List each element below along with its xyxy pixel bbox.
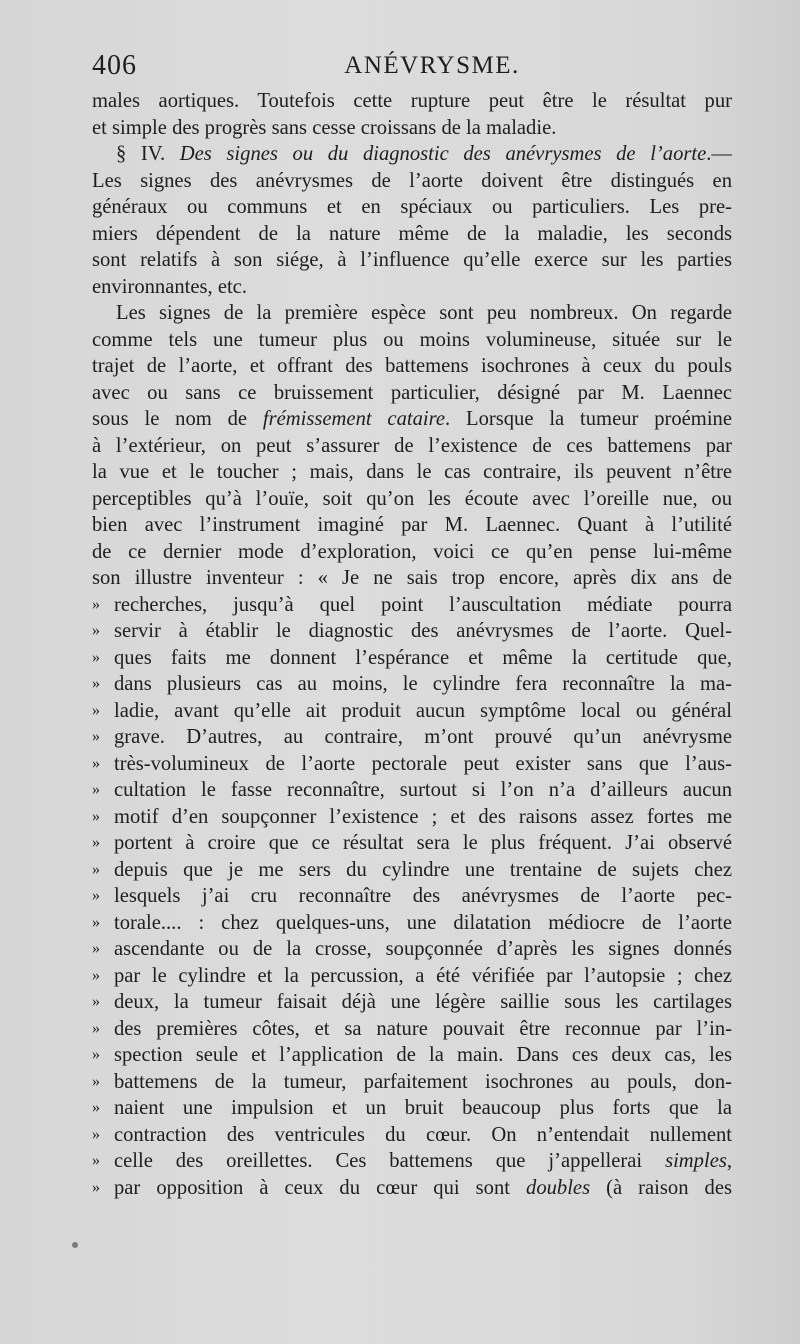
running-title: ANÉVRYSME. [344,52,520,79]
text-line: trajet de l’aorte, et offrant des battemens isochrones à ceux du pouls [92,355,732,377]
text-line: » ladie, avant qu’elle ait produit aucun symptôme local ou général [92,698,732,725]
text-line: bien avec l’instrument imaginé par M. Laennec. Quant à l’utilité [92,514,732,536]
text-line: et simple des progrès sans cesse croissans de la maladie. [92,116,557,139]
text-line: Les signes de la première espèce sont peu nombreux. On regarde [116,302,732,324]
page-number: 406 [92,50,137,81]
text-line: avec ou sans ce bruissement particulier, désigné par M. Laennec [92,381,732,404]
ink-smudge [72,1242,78,1248]
text-line: son illustre inventeur : « Je ne sais trop encore, après dix ans de [92,567,732,589]
text-line: » cultation le fasse reconnaître, surtout si l’on n’a d’ailleurs aucun [92,777,732,804]
page-header [92,50,732,86]
text-line: miers dépendent de la nature même de la maladie, les seconds [92,222,732,245]
text-line: généraux ou communs et en spéciaux ou particuliers. Les pre- [92,196,732,218]
text-line: » servir à établir le diagnostic des anévrysmes de l’aorte. Quel- [92,618,732,645]
text-line: » recherches, jusqu’à quel point l’auscultation médiate pourra [92,592,732,619]
text-line: » des premières côtes, et sa nature pouvait être reconnue par l’in- [92,1016,732,1043]
text-line: » par le cylindre et la percussion, a été vérifiée par l’autopsie ; chez [92,963,732,990]
text-line: » celle des oreillettes. Ces battemens que j’appellerai simples, [92,1148,732,1175]
text-line: » contraction des ventricules du cœur. On n’entendait nullement [92,1122,732,1149]
text-line: » depuis que je me sers du cylindre une trentaine de sujets chez [92,857,732,884]
text-line: » lesquels j’ai cru reconnaître des anévrysmes de l’aorte pec- [92,883,732,910]
text-line: » naient une impulsion et un bruit beaucoup plus forts que la [92,1095,732,1122]
text-line: à l’extérieur, on peut s’assurer de l’existence de ces battemens par [92,434,732,457]
text-line: » deux, la tumeur faisait déjà une légère saillie sous les cartilages [92,989,732,1016]
text-line: de ce dernier mode d’exploration, voici ce qu’en pense lui-même [92,540,732,563]
text-line: perceptibles qu’à l’ouïe, soit qu’on les écoute avec l’oreille nue, ou [92,487,732,510]
text-line: males aortiques. Toutefois cette rupture peut être le résultat pur [92,90,732,112]
text-line: comme tels une tumeur plus ou moins volumineuse, située sur le [92,328,732,351]
text-line: » par opposition à ceux du cœur qui sont doubles (à raison des [92,1175,732,1202]
text-line: la vue et le toucher ; mais, dans le cas contraire, ils peuvent n’être [92,461,732,483]
text-line: sont relatifs à son siége, à l’influence qu’elle exerce sur les parties [92,249,732,271]
text-line: » motif d’en soupçonner l’existence ; et des raisons assez fortes me [92,804,732,831]
text-line: » très-volumineux de l’aorte pectorale peut exister sans que l’aus- [92,751,732,778]
text-line: » portent à croire que ce résultat sera le plus fréquent. J’ai observé [92,830,732,857]
text-line: » battemens de la tumeur, parfaitement isochrones au pouls, don- [92,1069,732,1096]
text-line: sous le nom de frémissement cataire. Lorsque la tumeur proémine [92,408,732,430]
text-line: » ascendante ou de la crosse, soupçonnée d’après les signes donnés [92,936,732,963]
text-line: § IV. Des signes ou du diagnostic des anévrysmes de l’aorte.— [116,143,732,165]
text-line: » ques faits me donnent l’espérance et même la certitude que, [92,645,732,672]
text-line: » grave. D’autres, au contraire, m’ont prouvé qu’un anévrysme [92,724,732,751]
text-line: » spection seule et l’application de la main. Dans ces deux cas, les [92,1042,732,1069]
body-text [92,88,732,1201]
text-line: » torale.... : chez quelques-uns, une dilatation médiocre de l’aorte [92,910,732,937]
text-line: Les signes des anévrysmes de l’aorte doivent être distingués en [92,169,732,192]
text-line: » dans plusieurs cas au moins, le cylindre fera reconnaître la ma- [92,671,732,698]
text-line: environnantes, etc. [92,275,247,298]
